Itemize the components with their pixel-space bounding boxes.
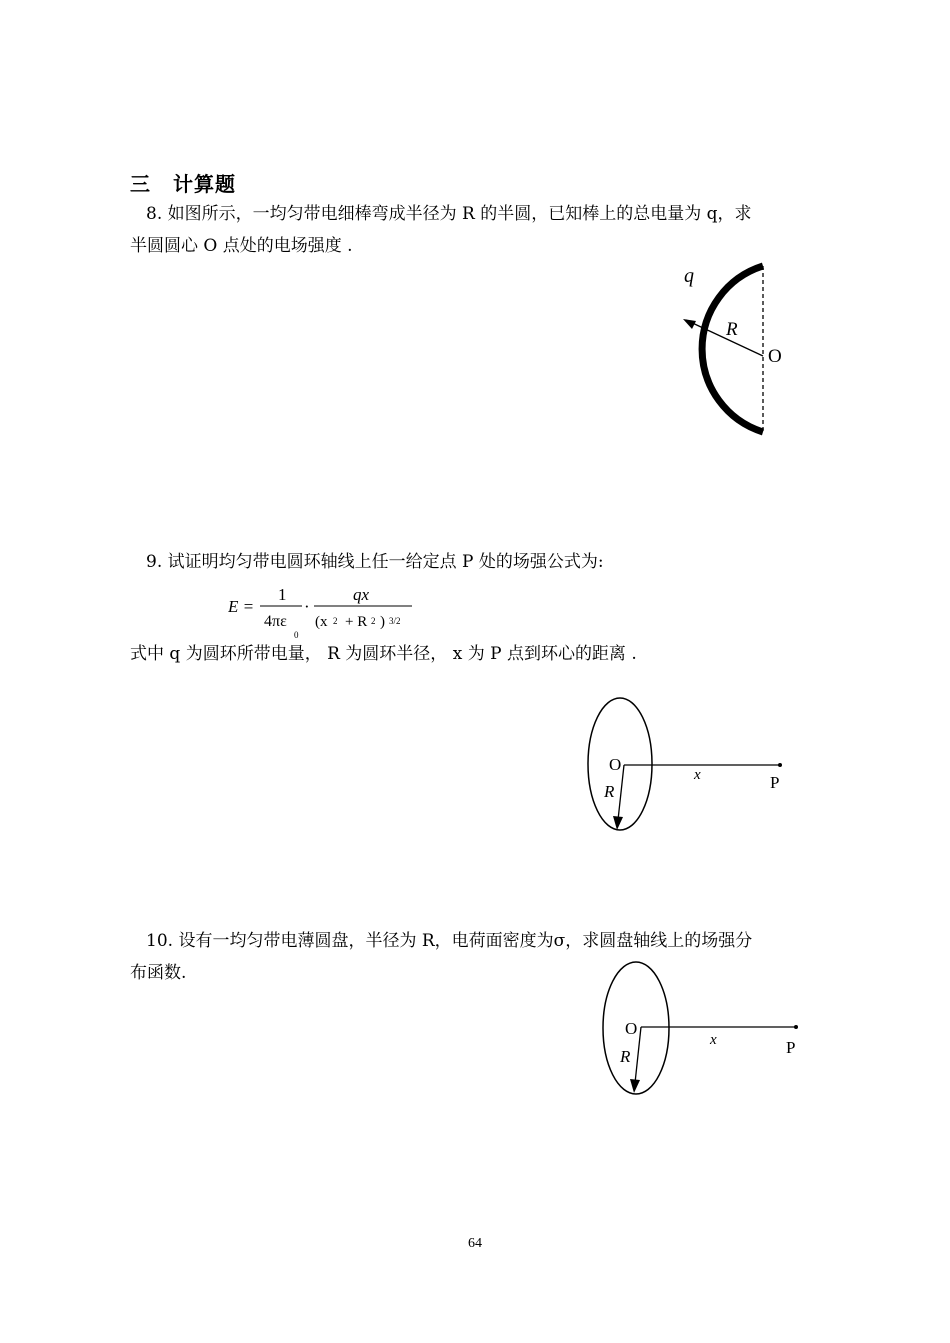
radius-arrow-line: [686, 320, 763, 356]
question-9-line-1: 9. 试证明均匀带电圆环轴线上任一给定点 P 处的场强公式为:: [146, 552, 604, 572]
point-p-dot: [778, 763, 782, 767]
ring-figure: [580, 690, 800, 840]
point-p-dot: [794, 1025, 798, 1029]
point-label: P: [770, 773, 780, 792]
formula-den-open: (x: [315, 614, 328, 630]
axis-label: x: [710, 1032, 717, 1048]
charged-semicircle-rod: [702, 266, 763, 432]
section-number: 三: [130, 172, 151, 196]
center-label: O: [768, 346, 782, 367]
radius-label: R: [620, 1047, 631, 1066]
radius-arrowhead: [613, 816, 623, 830]
question-9-explanation: [130, 638, 830, 670]
field-formula: [228, 582, 448, 642]
question-9-text: [130, 546, 830, 578]
center-label: O: [625, 1019, 638, 1038]
formula-dot: ·: [304, 597, 310, 616]
question-8-text: [130, 198, 830, 262]
formula-den-plus: + R: [345, 614, 368, 630]
formula-numerator: qx: [353, 585, 370, 604]
question-8-line-1: 8. 如图所示，一均匀带电细棒弯成半径为 R 的半圆，已知棒上的总电量为 q，求: [146, 204, 752, 224]
formula-den-exp-2: 2: [371, 616, 376, 626]
charge-label: q: [684, 265, 694, 287]
formula-den-power: 3/2: [389, 616, 401, 626]
disk-figure: [598, 955, 818, 1105]
radius-arrowhead: [683, 319, 696, 329]
formula-den-exp-1: 2: [333, 616, 338, 626]
radius-arrowhead: [630, 1079, 640, 1093]
radius-label: R: [726, 319, 738, 340]
formula-lhs: E =: [228, 597, 255, 616]
formula-coef-numerator: 1: [278, 585, 287, 604]
section-title: 计算题: [173, 172, 236, 196]
question-9-line-2: 式中 q 为圆环所带电量， R 为圆环半径， x 为 P 点到环心的距离 .: [130, 644, 637, 664]
formula-den-close: ): [380, 614, 385, 630]
question-8-line-2: 半圆圆心 O 点处的电场强度 .: [130, 236, 353, 256]
section-heading: [130, 168, 236, 197]
question-10-line-2: 布函数.: [130, 963, 187, 983]
formula-coef-subscript: 0: [294, 630, 299, 640]
semicircle-figure: [650, 258, 810, 448]
point-label: P: [786, 1038, 796, 1057]
radius-label: R: [604, 782, 615, 801]
center-label: O: [609, 755, 622, 774]
page-number: 64: [468, 1236, 482, 1251]
question-10-line-1: 10. 设有一均匀带电薄圆盘，半径为 R，电荷面密度为σ，求圆盘轴线上的场强分: [146, 931, 753, 951]
formula-coef-denominator: 4πε: [264, 613, 287, 630]
axis-label: x: [694, 767, 701, 783]
